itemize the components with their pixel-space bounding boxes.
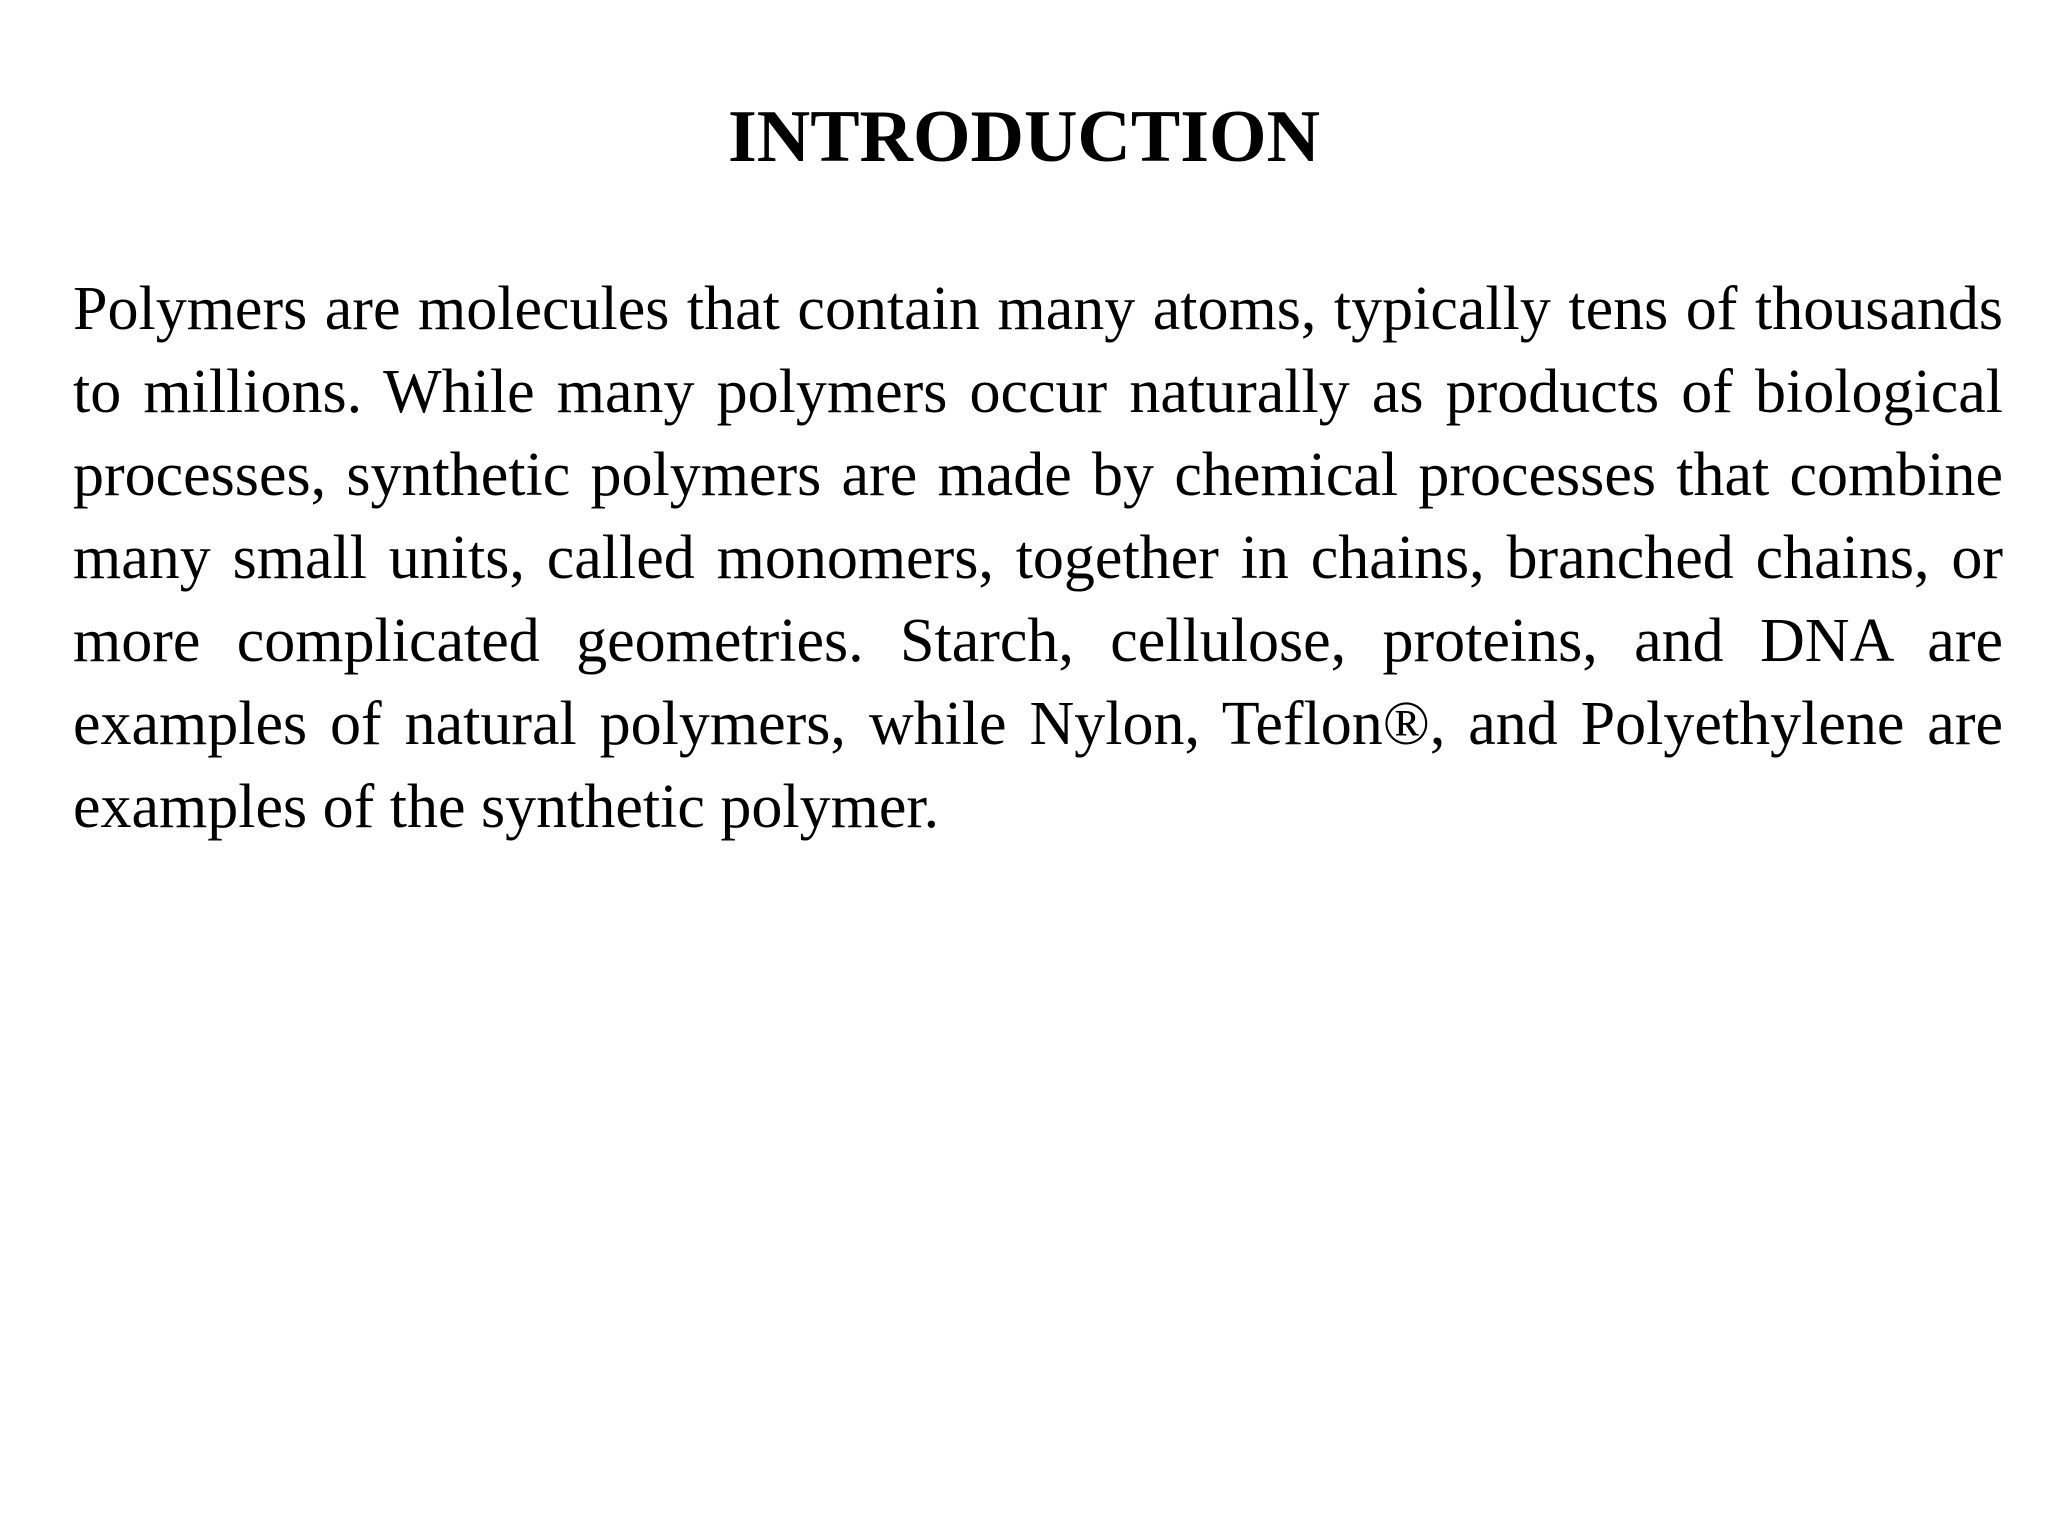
slide-title: INTRODUCTION: [727, 96, 1321, 178]
slide-body-paragraph: Polymers are molecules that contain many atoms, typically tens of thousands to millions. While many polymers occur naturally as products of biological processes, synthetic polymers are made by chemical processes that combine many small units, called monomers, together in chains, branched chains, or more complicated geometries. Starch, cellulose, proteins, and DNA are examples of natural polymers, while Nylon, Teflon®, and Polyethylene are examples of the synthetic polymer.: [73, 275, 2003, 841]
